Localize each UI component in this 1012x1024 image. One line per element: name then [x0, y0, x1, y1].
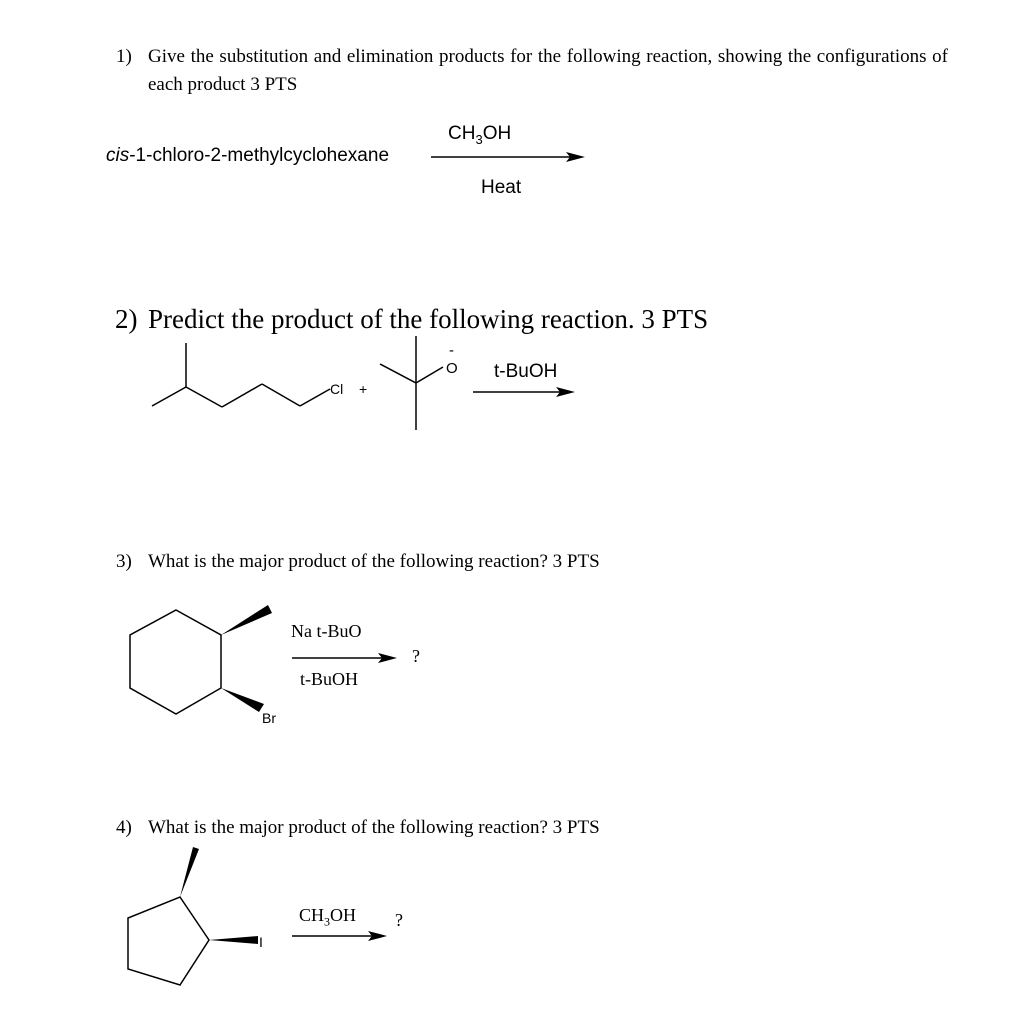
q3-bromine-label: Br: [262, 710, 276, 726]
question-3-number: 3): [116, 551, 132, 572]
question-4-text: What is the major product of the following reaction? 3 PTS: [148, 817, 600, 838]
question-2-number: 2): [115, 304, 138, 334]
q4-reagent-sub: 3: [324, 914, 331, 929]
q1-substrate-rest: -1-chloro-2-methylcyclohexane: [129, 145, 390, 166]
q4-product-placeholder: ?: [395, 910, 403, 930]
q4-iodine-wedge: [209, 936, 258, 944]
q2-oxygen-label: O: [446, 360, 458, 377]
q2-charge-label: -: [449, 342, 454, 359]
question-1-number: 1): [116, 46, 132, 67]
q2-plus-sign: +: [359, 381, 368, 397]
q4-reagent: [299, 905, 356, 930]
q2-reagent: t-BuOH: [494, 361, 558, 382]
q1-reagent-sub: 3: [475, 131, 483, 147]
q4-reagent-tail: OH: [330, 905, 357, 925]
q1-reagent-main: CH: [448, 123, 476, 144]
q4-reaction-arrow: [292, 931, 387, 941]
question-4-number: 4): [116, 817, 132, 838]
q1-reagent-tail: OH: [482, 123, 512, 144]
q3-reagent-bottom: t-BuOH: [300, 669, 358, 689]
q4-methyl-wedge: [180, 847, 199, 897]
q4-reagent-main: CH: [299, 905, 325, 925]
q2-chlorine-label: Cl: [330, 381, 344, 397]
question-2-text: Predict the product of the following reaction. 3 PTS: [148, 304, 709, 334]
q3-product-placeholder: ?: [412, 646, 420, 666]
question-1-text: Give the substitution and elimination products for the following reaction, showing the configurations of each product 3 PTS: [148, 46, 948, 95]
q1-condition: Heat: [481, 177, 522, 198]
q4-iodine-label: I: [259, 934, 263, 950]
question-3-text: What is the major product of the following reaction? 3 PTS: [148, 551, 600, 572]
q4-cyclopentane-ring: [128, 897, 209, 985]
q1-substrate-italic: cis: [106, 145, 130, 166]
q3-reagent-top: Na t-BuO: [291, 621, 362, 641]
